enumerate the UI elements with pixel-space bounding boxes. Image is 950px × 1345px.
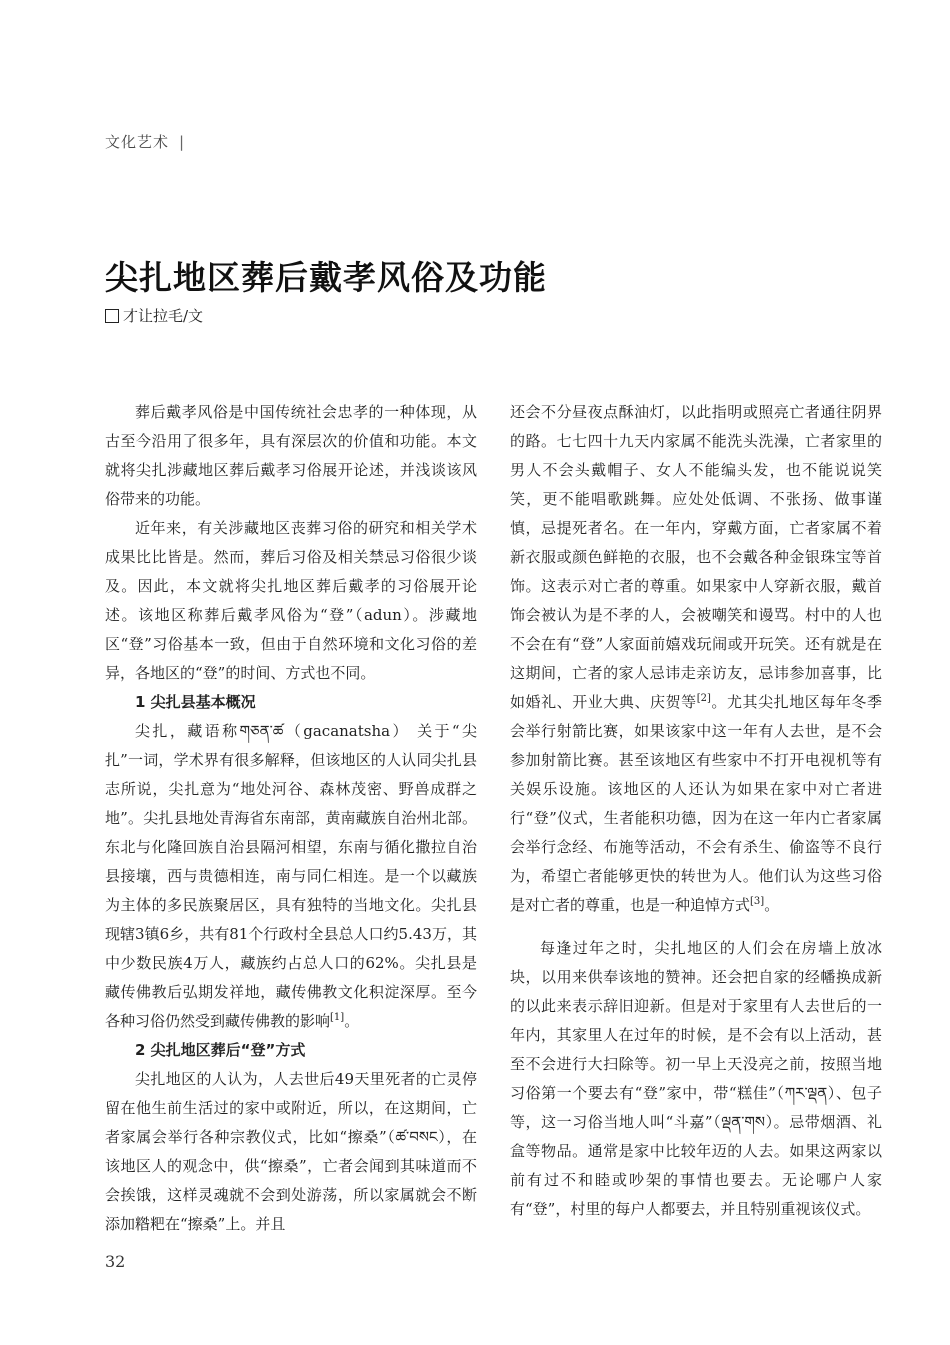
paragraph: 近年来，有关涉藏地区丧葬习俗的研究和相关学术成果比比皆是。然而，葬后习俗及相关禁忌习俗很少谈及。因此，本文就将尖扎地区葬后戴孝的习俗展开论述。该地区称葬后戴孝风俗为“登”（adun）。涉藏地区“登”习俗基本一致，但由于自然环境和文化习俗的差异，各地区的“登”的时间、方式也不同。 (105, 519, 477, 682)
paragraph: 尖扎，藏语称གཅན་ཚ（gacanatsha） 关于“尖扎”一词，学术界有很多解释，但该地区的人认同尖扎县志所说，尖扎意为“地处河谷、森林茂密、野兽成群之地”。尖扎县地处青海省东南部，黄南藏族自治州北部。东北与化隆回族自治县隔河相望，东南与循化撒拉自治县接壤，西与贵德相连，南与同仁相连。是一个以藏族为主体的多民族聚居区，具有独特的当地文化。尖扎县现辖3镇6乡，共有81个行政村全县总人口约5.43万，其中少数民族4万人，藏族约占总人口的62%。尖扎县是藏传佛教后弘期发祥地，藏传佛教文化积淀深厚。至今各种习俗仍然受到藏传佛教的影响[1]。 (105, 722, 477, 1030)
paragraph: 尖扎地区的人认为，人去世后49天里死者的亡灵停留在他生前生活过的家中或附近，所以，在这期间，亡者家属会举行各种宗教仪式，比如“擦桑”（ཚ་བསང），在该地区人的观念中，供“擦桑”，亡者会闻到其味道而不会挨饿，这样灵魂就不会到处游荡，所以家属就会不断添加糌粑在“擦桑”上。并且 (105, 1070, 477, 1233)
section-header (105, 131, 185, 152)
paragraph: 还会不分昼夜点酥油灯，以此指明或照亮亡者通往阴界的路。七七四十九天内家属不能洗头洗澡，亡者家里的男人不会头戴帽子、女人不能编头发，也不能说说笑笑，更不能唱歌跳舞。应处处低调、不张扬、做事谨慎，忌提死者名。在一年内，穿戴方面，亡者家属不着新衣服或颜色鲜艳的衣服，也不会戴各种金银珠宝等首饰。这表示对亡者的尊重。如果家中人穿新衣服，戴首饰会被认为是不孝的人，会被嘲笑和谩骂。村中的人也不会在有“登”人家面前嬉戏玩闹或开玩笑。还有就是在这期间，亡者的家人忌讳走亲访友，忌讳参加喜事，比如婚礼、开业大典、庆贺等[2]。尤其尖扎地区每年冬季会举行射箭比赛，如果该家中这一年有人去世，是不会参加射箭比赛。甚至该地区有些家中不打开电视机等有关娱乐设施。该地区的人还认为如果在家中对亡者进行“登”仪式，生者能积功德，因为在这一年内亡者家属会举行念经、布施等活动，不会有杀生、偷盗等不良行为，希望亡者能够更快的转世为人。他们认为这些习俗是对亡者的尊重，也是一种追悼方式[3]。 (510, 403, 882, 914)
section-separator: | (179, 133, 186, 151)
article-title: 尖扎地区葬后戴孝风俗及功能 (105, 258, 547, 297)
section-heading: 1 尖扎县基本概况 (135, 693, 256, 711)
section-heading: 2 尖扎地区葬后“登”方式 (135, 1041, 306, 1059)
right-column (510, 398, 882, 1224)
paragraph: 葬后戴孝风俗是中国传统社会忠孝的一种体现，从古至今沿用了很多年，具有深层次的价值和功能。本文就将尖扎涉藏地区葬后戴孝习俗展开论述，并浅谈该风俗带来的功能。 (105, 403, 477, 508)
paragraph: 每逢过年之时，尖扎地区的人们会在房墙上放冰块，以用来供奉该地的赞神。还会把自家的经幡换成新的以此来表示辞旧迎新。但是对于家里有人去世后的一年内，其家里人在过年的时候，是不会有以上活动，甚至不会进行大扫除等。初一早上天没亮之前，按照当地习俗第一个要去有“登”家中，带“糕佳”（ཀར་ལྡན）、包子等，这一习俗当地人叫“斗嘉”（ལྡན་གས）。忌带烟酒、礼盒等物品。通常是家中比较年迈的人去。如果这两家以前有过不和睦或吵架的事情也要去。无论哪户人家有“登”，村里的每户人都要去，并且特别重视该仪式。 (510, 939, 882, 1218)
square-bullet-icon (105, 309, 119, 323)
citation: [3] (750, 896, 765, 907)
left-column (105, 398, 477, 1239)
author-name: 才让拉毛/文 (123, 307, 204, 325)
citation: [1] (330, 1012, 345, 1023)
page-number: 32 (105, 1252, 126, 1271)
section-name: 文化艺术 (105, 133, 170, 151)
citation: [2] (696, 693, 711, 704)
author-line (105, 305, 203, 326)
